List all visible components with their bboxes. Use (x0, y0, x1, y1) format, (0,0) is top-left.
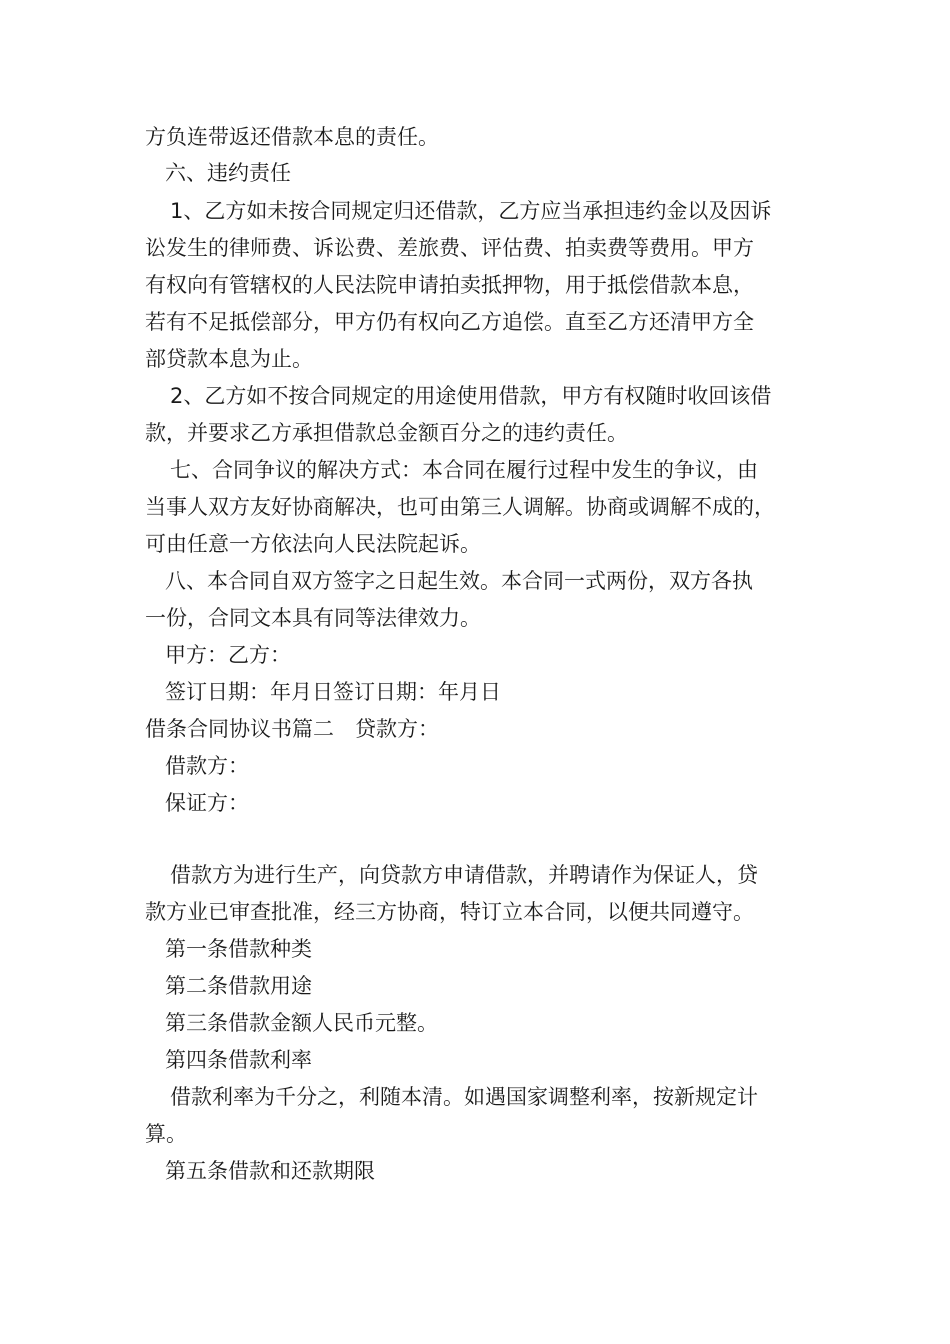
text-line: 部贷款本息为止。 (145, 347, 313, 371)
section-heading: 七、合同争议的解决方式：本合同在履行过程中发生的争议，由 (170, 458, 758, 482)
party-borrower: 借款方： (165, 754, 249, 778)
section-heading: 六、违约责任 (165, 161, 291, 185)
text-line: 若有不足抵偿部分，甲方仍有权向乙方追偿。直至乙方还清甲方全 (145, 310, 754, 334)
text-line: 算。 (145, 1122, 187, 1146)
article-heading: 第三条借款金额人民币元整。 (165, 1011, 438, 1035)
text-line: 讼发生的律师费、诉讼费、差旅费、评估费、拍卖费等费用。甲方 (145, 236, 754, 260)
document-subtitle: 借条合同协议书篇二 贷款方： (145, 717, 439, 741)
text-line: 款方业已审查批准，经三方协商，特订立本合同，以便共同遵守。 (145, 900, 754, 924)
text-line: 借款利率为千分之，利随本清。如遇国家调整利率，按新规定计 (170, 1085, 758, 1109)
article-heading: 第一条借款种类 (165, 937, 312, 961)
article-heading: 第二条借款用途 (165, 974, 312, 998)
text-line: 借款方为进行生产，向贷款方申请借款，并聘请作为保证人，贷 (170, 863, 758, 887)
article-heading: 第四条借款利率 (165, 1048, 312, 1072)
signature-dates: 签订日期：年月日签订日期：年月日 (165, 680, 501, 704)
text-line: 一份，合同文本具有同等法律效力。 (145, 606, 481, 630)
party-guarantor: 保证方： (165, 791, 249, 815)
article-heading: 第五条借款和还款期限 (165, 1159, 375, 1183)
text-line: 有权向有管辖权的人民法院申请拍卖抵押物，用于抵偿借款本息， (145, 273, 754, 297)
text-line: 方负连带返还借款本息的责任。 (145, 125, 439, 149)
section-heading: 八、本合同自双方签字之日起生效。本合同一式两份，双方各执 (165, 569, 753, 593)
text-line: 当事人双方友好协商解决，也可由第三人调解。协商或调解不成的， (145, 495, 775, 519)
signature-parties: 甲方：乙方： (165, 643, 291, 667)
text-line: 款，并要求乙方承担借款总金额百分之的违约责任。 (145, 421, 628, 445)
text-line: 1、乙方如未按合同规定归还借款，乙方应当承担违约金以及因诉 (170, 199, 772, 223)
text-line: 可由任意一方依法向人民法院起诉。 (145, 532, 481, 556)
text-line: 2、乙方如不按合同规定的用途使用借款，甲方有权随时收回该借 (170, 384, 772, 408)
